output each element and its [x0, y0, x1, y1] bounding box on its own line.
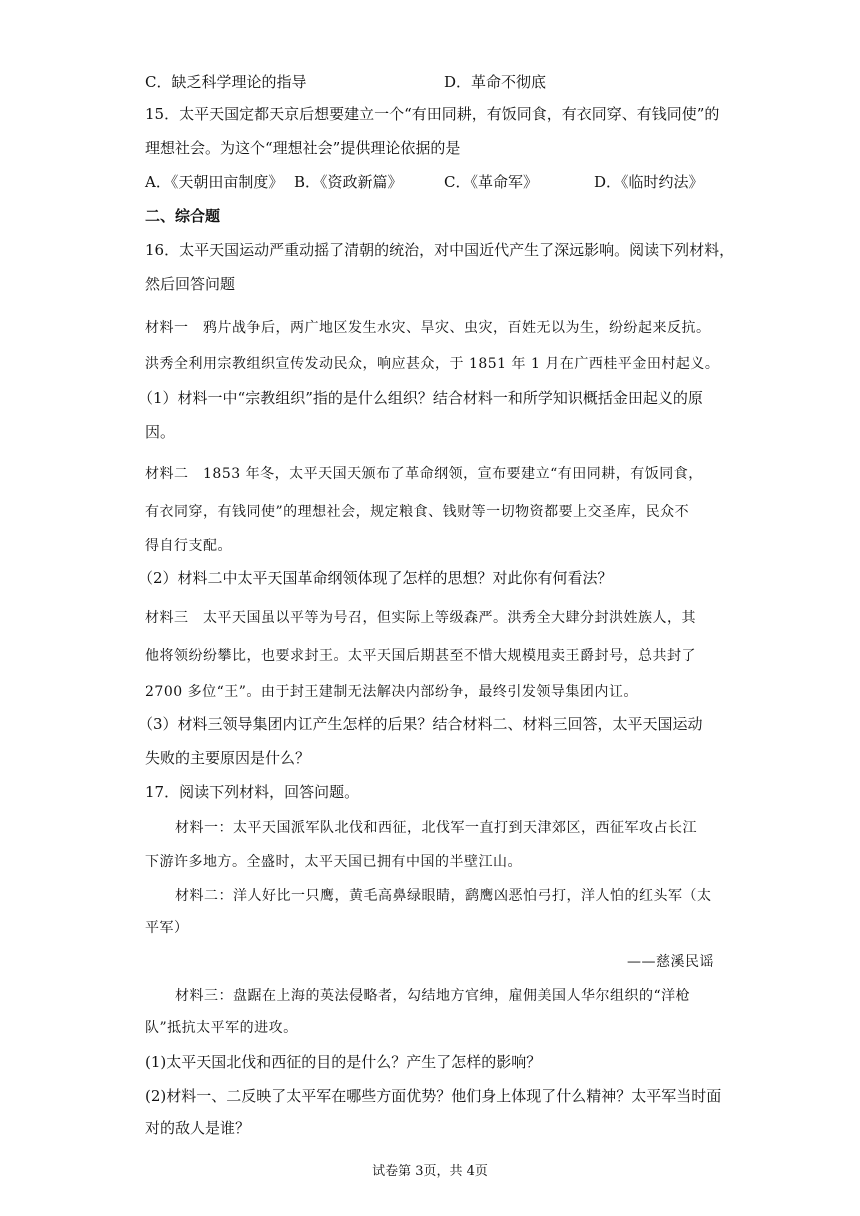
- q17-material1-line2: 下游许多地方。全盛时，太平天国已拥有中国的半壁江山。: [145, 854, 522, 870]
- q16-material1-line1: 材料一 鸦片战争后，两广地区发生水灾、旱灾、虫灾，百姓无以为生，纷纷起来反抗。: [145, 320, 711, 336]
- q16-material3-line1: 材料三 太平天国虽以平等为号召，但实际上等级森严。洪秀全大肆分封洪姓族人，其: [145, 610, 696, 626]
- q17-material3-line2: 队”抵抗太平军的进攻。: [145, 1020, 298, 1036]
- q17-material1-line1: 材料一：太平天国派军队北伐和西征，北伐军一直打到天津郊区，西征军攻占长江: [175, 820, 697, 836]
- q16-question3-line1: （3）材料三领导集团内讧产生怎样的后果？结合材料二、材料三回答，太平天国运动: [138, 715, 703, 733]
- q15-stem-line1: 15．太平天国定都天京后想要建立一个“有田同耕，有饭同食，有衣同穿、有钱同使”的: [145, 105, 720, 123]
- q16-material2-line1: 材料二 1853 年冬，太平天国天颁布了革命纲领，宣布要建立“有田同耕，有饭同食，: [145, 466, 703, 482]
- q15-option-a: A．《天朝田亩制度》: [145, 173, 284, 191]
- q16-question3-line2: 失败的主要原因是什么？: [145, 749, 311, 767]
- q16-material3-line3: 2700 多位“王”。由于封王建制无法解决内部纷争，最终引发领导集团内讧。: [145, 684, 638, 700]
- q15-option-b: B．《资政新篇》: [294, 173, 403, 191]
- section-title: 二、综合题: [145, 207, 221, 225]
- q17-question2-line2: 对的敌人是谁？: [145, 1119, 251, 1137]
- q16-stem-line2: 然后回答问题: [145, 275, 236, 293]
- q17-material3-line1: 材料三：盘踞在上海的英法侵略者，勾结地方官绅，雇佣美国人华尔组织的“洋枪: [175, 988, 691, 1004]
- q17-material2-source: ——慈溪民谣: [627, 954, 714, 970]
- q16-question1-line1: （1）材料一中“宗教组织”指的是什么组织？结合材料一和所学知识概括金田起义的原: [138, 389, 703, 407]
- q16-question1-line2: 因。: [145, 423, 176, 441]
- q16-material1-line2: 洪秀全利用宗教组织宣传发动民众，响应甚众，于 1851 年 1 月在广西桂平金田村起义。: [145, 356, 720, 372]
- q16-material3-line2: 他将领纷纷攀比，也要求封王。太平天国后期甚至不惜大规模甩卖王爵封号，总共封了: [145, 648, 696, 664]
- q17-material2-line2: 平军）: [145, 920, 189, 936]
- q17-material2-line1: 材料二：洋人好比一只鹰，黄毛高鼻绿眼睛，鹞鹰凶恶怕弓打，洋人怕的红头军（太: [175, 888, 712, 904]
- q17-stem: 17．阅读下列材料，回答问题。: [145, 783, 360, 801]
- q15-option-d: D．《临时约法》: [594, 173, 704, 191]
- page-footer: 试卷第 3页，共 4页: [372, 1164, 488, 1179]
- q16-material2-line3: 得自行支配。: [145, 538, 232, 554]
- q16-stem-line1: 16．太平天国运动严重动摇了清朝的统治，对中国近代产生了深远影响。阅读下列材料，: [145, 241, 735, 259]
- q17-question2-line1: (2)材料一、二反映了太平军在哪些方面优势？他们身上体现了什么精神？太平军当时面: [145, 1087, 722, 1105]
- q16-material2-line2: 有衣同穿，有钱同使”的理想社会，规定粮食、钱财等一切物资都要上交圣库，民众不: [145, 504, 690, 520]
- q15-stem-line2: 理想社会。为这个“理想社会”提供理论依据的是: [145, 139, 461, 157]
- q15-option-c: C．《革命军》: [444, 173, 538, 191]
- q14-option-d: D．革命不彻底: [444, 73, 547, 91]
- q17-question1: (1)太平天国北伐和西征的目的是什么？产生了怎样的影响？: [145, 1053, 542, 1071]
- q16-question2: （2）材料二中太平天国革命纲领体现了怎样的思想？对此你有何看法？: [138, 569, 613, 587]
- q14-option-c: C．缺乏科学理论的指导: [145, 73, 307, 91]
